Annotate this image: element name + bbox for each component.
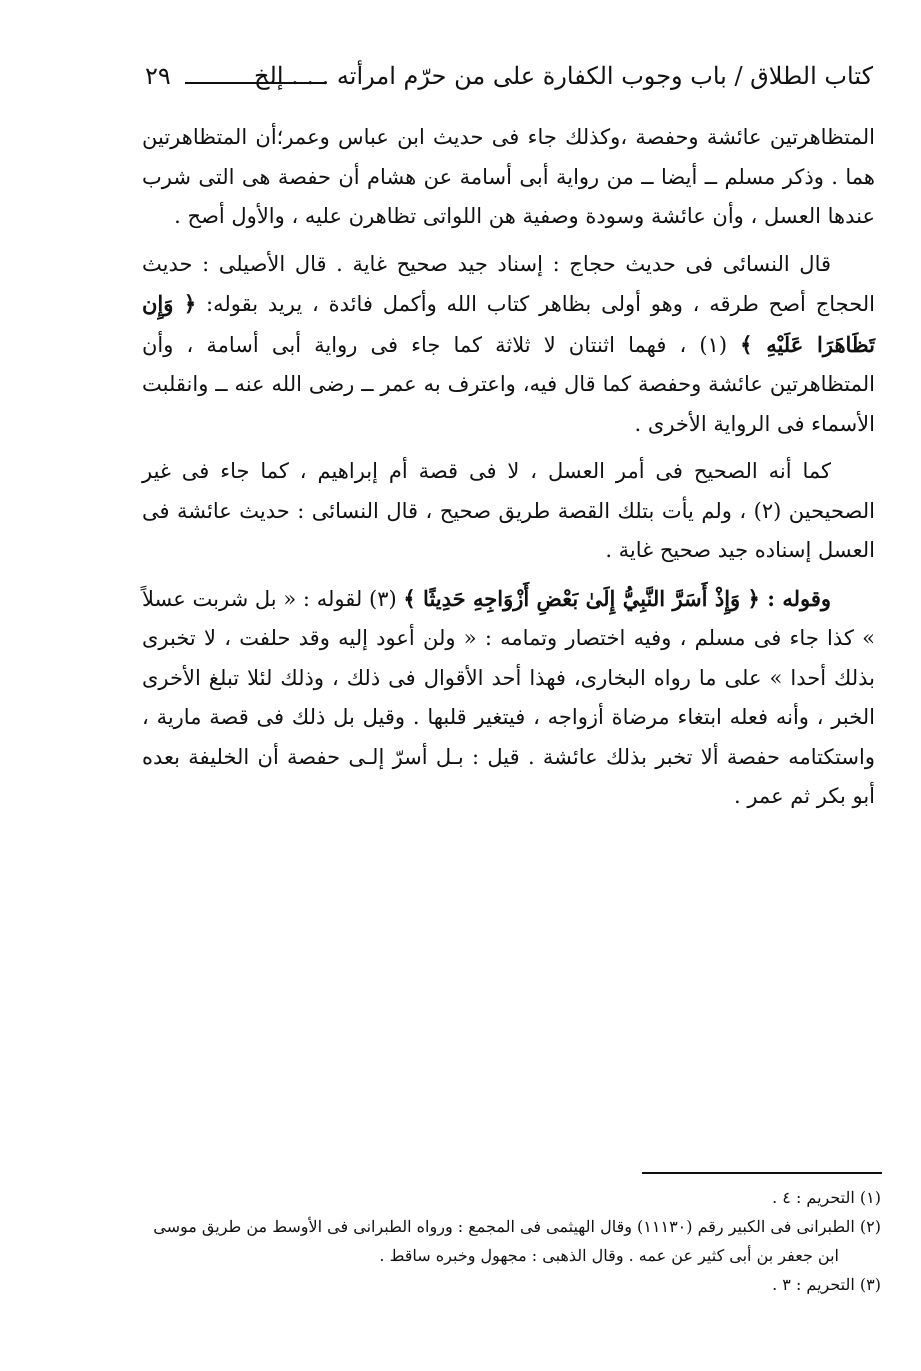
main-text: [142, 118, 875, 825]
footnote-2: (٢) الطبرانى فى الكبير رقم (١١١٣٠) وقال الهيثمى فى المجمع : ورواه الطبرانى فى الأوسط من طريق موسى: [153, 1217, 881, 1236]
footnote-separator: [642, 1172, 882, 1174]
paragraph-text: قال النسائى فى حديث حجاج : إسناد جيد صحيح غاية . قال الأصيلى : حديث الحجاج أصح طرقه ، وهو أولى بظاهر كتاب الله وأكمل فائدة ، يريد بقوله:: [142, 251, 876, 316]
footnote-2-continuation: ابن جعفر بن أبى كثير عن عمه . وقال الذهبى : مجهول وخبره ساقط .: [379, 1246, 839, 1265]
quran-quote: وقوله :: [759, 585, 831, 611]
page-number: ٢٩: [145, 62, 171, 90]
paragraph-text: (٣) لقوله : « بل شربت عسلاً » كذا جاء فى مسلم ، وفيه اختصار وتمامه : « ولن أعود إليه وقد حلفت ، لا تخبرى بذلك أحدا » على ما رواه البخارى، فهذا أحد الأقوال فى ذلك ، وذلك لئلا تبلغ الأخرى الخبر ، وأنه فعله ابتغاء مرضاة أزواجه ، فيتغير قلبها . وقيل بل ذلك فى قصة مارية ، واستكتامه حفصة ألا تخبر بذلك عائشة . قيل : بـل أسرّ إلـى حفصة أن الخليفة بعده أبو بكر ثم عمر .: [142, 586, 875, 808]
footnotes: [148, 1183, 881, 1299]
header-rule: [185, 82, 325, 84]
footnote-3: (٣) التحريم : ٣ .: [772, 1275, 881, 1294]
quran-quote: ﴿ وَإِذْ أَسَرَّ النَّبِيُّ إِلَىٰ بَعْضِ أَزْوَاجِهِ حَدِيثًا ﴾: [403, 585, 760, 611]
paragraph-text: كما أنه الصحيح فى أمر العسل ، لا فى قصة أم إبراهيم ، كما جاء فى غير الصحيحين (٢) ، ولم يأت بتلك القصة طريق صحيح ، قال النسائى : حديث عائشة فى العسل إسناده جيد صحيح غاية .: [142, 459, 875, 562]
paragraph-text: (١) ، فهما اثنتان لا ثلاثة كما جاء فى رواية أبى أسامة ، وأن المتظاهرتين عائشة وحفصة كما قال فيه، واعترف به عمر ــ رضى الله عنه ــ وانقلبت الأسماء فى الرواية الأخرى .: [142, 332, 875, 436]
footnote-1: (١) التحريم : ٤ .: [772, 1188, 881, 1207]
paragraph: [142, 118, 875, 237]
paragraph: [142, 245, 875, 445]
paragraph: [142, 579, 875, 817]
quran-quote: ﴿ وَإِن تَظَاهَرَا عَلَيْهِ ﴾: [142, 291, 875, 357]
paragraph: [142, 452, 875, 571]
running-header: [145, 62, 873, 102]
running-title: كتاب الطلاق / باب وجوب الكفارة على من حرّم امرأته . . . إلخ: [254, 62, 873, 90]
paragraph-text: المتظاهرتين عائشة وحفصة ،وكذلك جاء فى حديث ابن عباس وعمر؛أن المتظاهرتين هما . وذكر مسلم ــ أيضا ــ من رواية أبى أسامة عن هشام أن حفصة هى التى شرب عندها العسل ، وأن عائشة وسودة وصفية هن اللواتى تظاهرن عليه ، والأول أصح .: [142, 125, 875, 228]
